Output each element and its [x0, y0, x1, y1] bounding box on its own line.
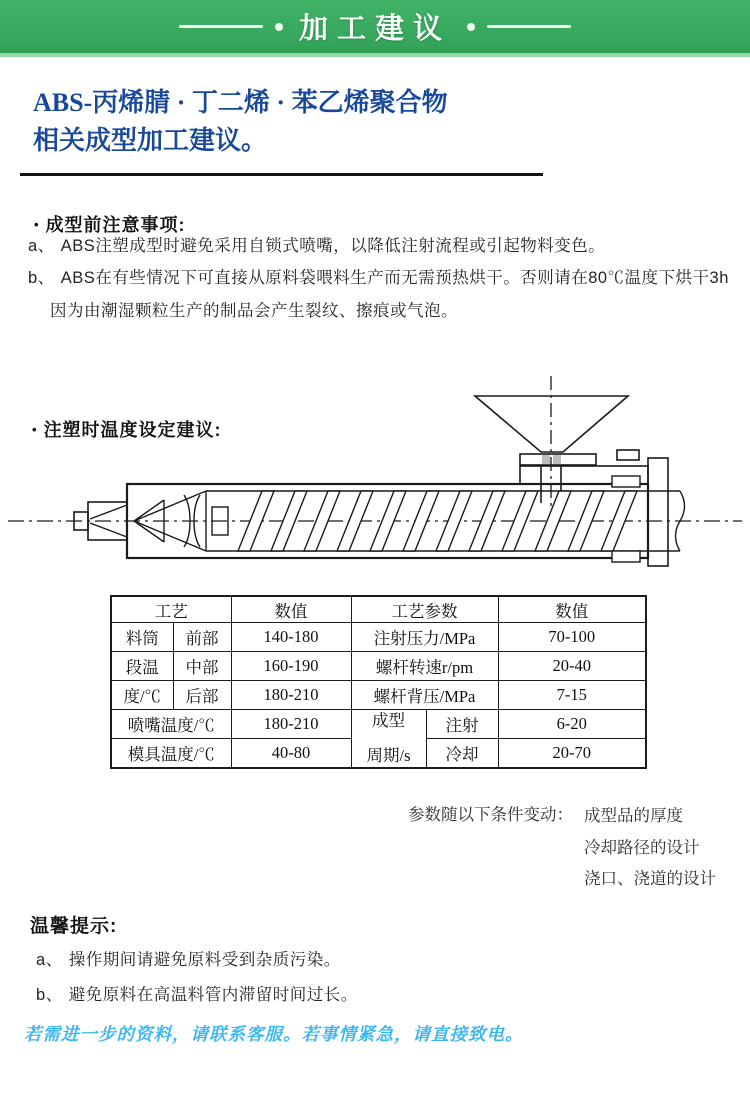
item-a-prefix: a、: [28, 237, 55, 255]
table-row: [111, 681, 646, 710]
tip-a-prefix: a、: [36, 951, 63, 969]
temperature-heading-text: 注塑时温度设定建议:: [43, 419, 222, 440]
precaution-item-b-line1: [28, 264, 729, 288]
flange-shading-icon: [553, 455, 561, 464]
page-title-line1: ABS-丙烯腈 · 丁二烯 · 苯乙烯聚合物: [33, 88, 448, 117]
note-item: 浇口、浇道的设计: [584, 870, 716, 888]
page-title-line2: 相关成型加工建议。: [33, 126, 268, 155]
table-cell: 180-210: [231, 710, 351, 739]
table-header-process: 工艺: [111, 596, 231, 623]
banner-left-dot-icon: [275, 23, 283, 31]
injection-machine-diagram: [0, 372, 750, 594]
end-housing-icon: [648, 458, 668, 566]
table-cell: 冷却: [426, 739, 498, 769]
table-cell: 20-40: [498, 652, 646, 681]
bullet-dot-icon: •: [32, 421, 38, 437]
table-cell: 料筒: [111, 623, 173, 652]
bolt-tab-top-icon: [612, 476, 640, 487]
bolt-tab-bottom-icon: [612, 551, 640, 562]
tip-item-b: [36, 981, 358, 1005]
item-b-text-line1: ABS在有些情况下可直接从原料袋喂料生产而无需预热烘干。否则请在80℃温度下烘干3h: [60, 269, 729, 287]
table-cell: 螺杆转速r/pm: [351, 652, 498, 681]
precaution-item-b-line2: [50, 297, 458, 321]
title-divider: [20, 173, 543, 176]
table-cell: 度/℃: [111, 681, 173, 710]
table-cell-molding-cycle: [351, 710, 426, 769]
header-banner: [0, 0, 750, 57]
table-cell: 40-80: [231, 739, 351, 769]
table-cell: 后部: [173, 681, 231, 710]
table-header-value-right: 数值: [498, 596, 646, 623]
table-cell: 段温: [111, 652, 173, 681]
notes-items: [584, 801, 716, 896]
table-header-parameter: 工艺参数: [351, 596, 498, 623]
table-cell: 160-190: [231, 652, 351, 681]
page-title: [33, 84, 693, 160]
process-parameter-table: [110, 595, 647, 769]
table-cell: 模具温度/℃: [111, 739, 231, 769]
banner-left-line-icon: [179, 25, 263, 28]
table-row: [111, 710, 646, 739]
top-tab-icon: [617, 450, 639, 460]
table-cell: 180-210: [231, 681, 351, 710]
table-cell: 中部: [173, 652, 231, 681]
flange-shading-icon: [542, 455, 550, 464]
table-cell: 注射: [426, 710, 498, 739]
table-cell: 喷嘴温度/℃: [111, 710, 231, 739]
banner-right-dot-icon: [467, 23, 475, 31]
precautions-heading-text: 成型前注意事项:: [45, 214, 186, 235]
tips-heading: 温馨提示:: [30, 916, 118, 937]
tip-a-text: 操作期间请避免原料受到杂质污染。: [68, 951, 341, 969]
table-cell: 70-100: [498, 623, 646, 652]
table-cell: 6-20: [498, 710, 646, 739]
tip-item-a: [36, 946, 341, 970]
item-a-text: ABS注塑成型时避免采用自锁式喷嘴，以降低注射流程或引起物料变色。: [60, 237, 606, 255]
note-item: 冷却路径的设计: [584, 838, 700, 857]
item-b-text-line2: 因为由潮湿颗粒生产的制品会产生裂纹、擦痕或气泡。: [50, 302, 458, 320]
table-cell: 20-70: [498, 739, 646, 769]
item-b-prefix: b、: [28, 269, 55, 287]
table-cell: 螺杆背压/MPa: [351, 681, 498, 710]
precaution-item-a: [28, 232, 605, 256]
table-header-value-left: 数值: [231, 596, 351, 623]
table-cell: 前部: [173, 623, 231, 652]
notes-label: 参数随以下条件变动：: [408, 806, 573, 824]
footer-contact-note: 若需进一步的资料，请联系客服。若事情紧急，请直接致电。: [24, 1024, 524, 1044]
table-row: [111, 623, 646, 652]
molding-cycle-line1: 成型: [372, 711, 405, 730]
table-cell: 7-15: [498, 681, 646, 710]
molding-cycle-line2: 周期/s: [366, 746, 411, 765]
note-item: 成型品的厚度: [584, 807, 683, 825]
table-cell: 140-180: [231, 623, 351, 652]
table-cell: 注射压力/MPa: [351, 623, 498, 652]
banner-title: 加工建议: [298, 13, 451, 45]
bullet-dot-icon: •: [34, 216, 40, 232]
tip-b-text: 避免原料在高温料管内滞留时间过长。: [68, 986, 358, 1004]
tip-b-prefix: b、: [36, 986, 63, 1004]
table-row: [111, 652, 646, 681]
banner-right-line-icon: [487, 25, 571, 28]
